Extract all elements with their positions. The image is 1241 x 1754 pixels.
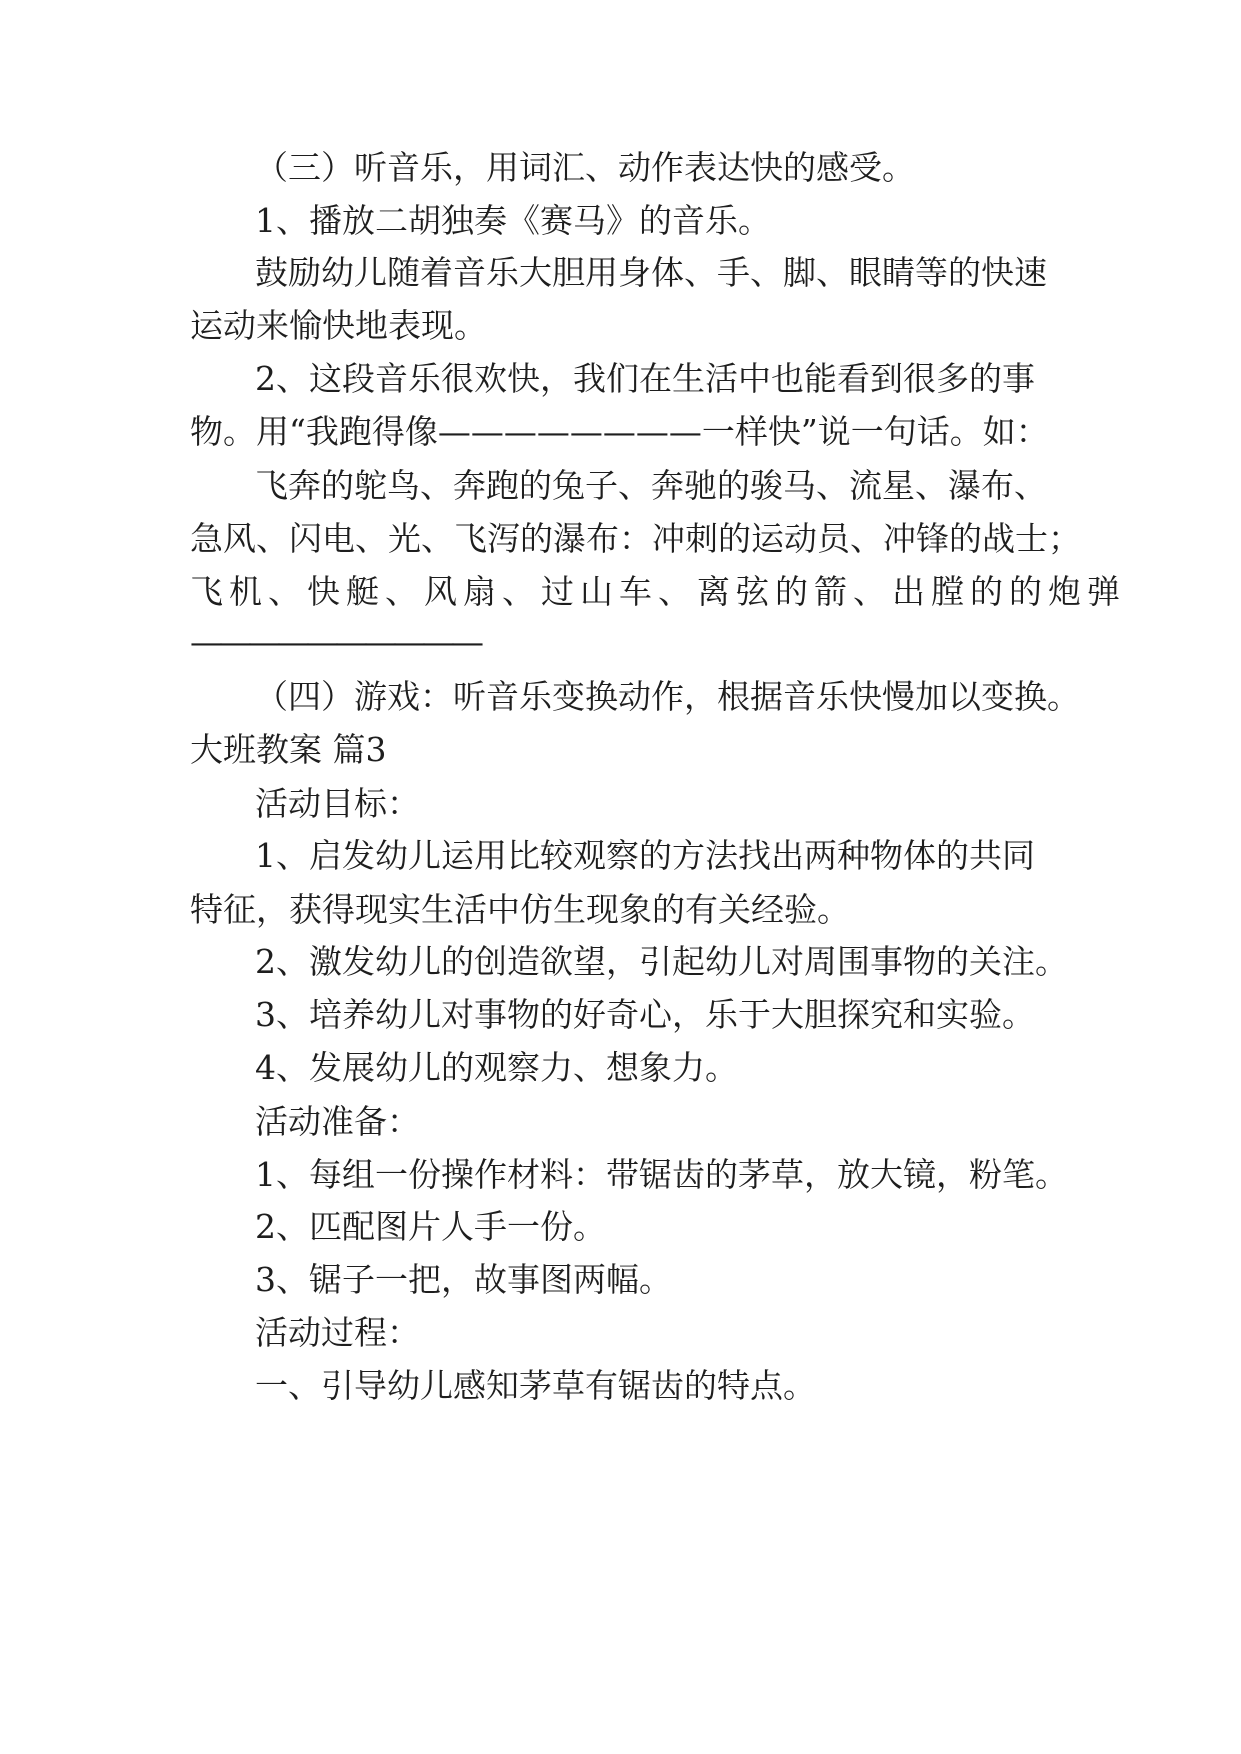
goal-1-line-1: 1、启发幼儿运用比较观察的方法找出两种物体的共同 [255,836,1035,875]
examples-dash-line: —————————— [190,622,480,661]
preparation-1: 1、每组一份操作材料：带锯齿的茅草，放大镜，粉笔。 [255,1155,1068,1194]
preparation-2: 2、匹配图片人手一份。 [255,1207,606,1246]
heading-activity-preparation: 活动准备： [255,1102,420,1141]
goal-2: 2、激发幼儿的创造欲望，引起幼儿对周围事物的关注。 [255,942,1068,981]
goal-1-line-2: 特征，获得现实生活中仿生现象的有关经验。 [190,890,850,929]
preparation-3: 3、锯子一把，故事图两幅。 [255,1260,672,1299]
section-heading-four: （四）游戏：听音乐变换动作，根据音乐快慢加以变换。 [255,677,1080,716]
process-step-1: 一、引导幼儿感知茅草有锯齿的特点。 [255,1366,816,1405]
goal-3: 3、培养幼儿对事物的好奇心，乐于大胆探究和实验。 [255,995,1035,1034]
section-heading-three: （三）听音乐，用词汇、动作表达快的感受。 [255,148,915,187]
step-1-play-music: 1、播放二胡独奏《赛马》的音乐。 [255,201,771,240]
step-2-line-2: 物。用“我跑得像————————一样快”说一句话。如： [190,412,1049,451]
examples-line-1: 飞奔的鸵鸟、奔跑的兔子、奔驰的骏马、流星、瀑布、 [255,466,1047,505]
goal-4: 4、发展幼儿的观察力、想象力。 [255,1048,738,1087]
lesson-title: 大班教案 篇3 [190,730,387,769]
examples-line-3: 飞机、快艇、风扇、过山车、离弦的箭、出膛的的炮弹 [190,572,1126,611]
paragraph-encourage-line-1: 鼓励幼儿随着音乐大胆用身体、手、脚、眼睛等的快速 [255,253,1047,292]
examples-line-2: 急风、闪电、光、飞泻的瀑布：冲刺的运动员、冲锋的战士； [190,519,1081,558]
step-2-line-1: 2、这段音乐很欢快，我们在生活中也能看到很多的事 [255,359,1035,398]
paragraph-encourage-line-2: 运动来愉快地表现。 [190,306,487,345]
heading-activity-goals: 活动目标： [255,784,420,823]
heading-activity-process: 活动过程： [255,1313,420,1352]
